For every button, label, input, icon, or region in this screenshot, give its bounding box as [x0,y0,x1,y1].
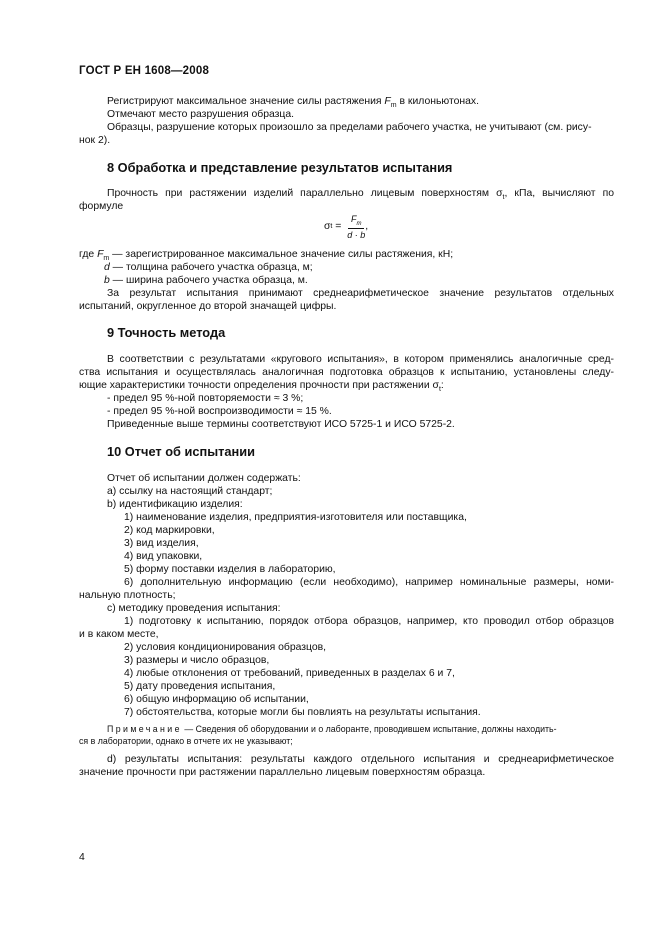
report-note-line-2: ся в лаборатории, однако в отчете их не указывают; [79,736,293,746]
report-item-b5: 5) форму поставки изделия в лабораторию, [124,564,336,575]
intro-line-4: нок 2). [79,135,111,146]
where-line-2: d — толщина рабочего участка образца, м; [104,262,313,273]
report-item-b: b) идентификацию изделия: [107,499,243,510]
report-item-d: d) результаты испытания: результаты каждого отдельного испытания и среднеарифметическое [107,754,614,765]
report-item-c7: 7) обстоятельства, которые могли бы повлиять на результаты испытания. [124,707,481,718]
report-item-c1: 1) подготовку к испытанию, порядок отбора образцов, например, кто проводил отбор образцов [124,616,614,627]
section-9-paragraph-1-line-3: ющие характеристики точности определения прочности при растяжении $\sigma_t$: [79,380,444,394]
section-8-paragraph-1: Прочность при растяжении изделий параллельно лицевым поверхностям $\sigma_t$, кПа, вычисляют по [107,188,615,202]
section-8-title: 8 Обработка и представление результатов испытания [107,160,453,175]
report-note: Примечание — Сведения об оборудовании и о лаборанте, проводившем испытание, должны находить- [107,724,557,734]
section-8-paragraph-2-line-2: испытаний, округленное до второй значащей цифры. [79,301,337,312]
note-label: Примечание [107,724,182,734]
report-item-b3: 3) вид изделия, [124,538,199,549]
section-9-paragraph-1-line-2: ства испытания и осуществлялась аналогичная подготовка образцов к испытанию, установлены следу- [79,367,614,378]
report-item-a: a) ссылку на настоящий стандарт; [107,486,273,497]
section-10-title: 10 Отчет об испытании [107,444,255,459]
report-item-c2: 2) условия кондиционирования образцов, [124,642,327,653]
report-item-d-line-2: значение прочности при растяжении параллельно лицевым поверхностям образца. [79,767,486,778]
where-line-1: где $F_m$ — зарегистрированное максимальное значение силы растяжения, кН; [79,249,454,263]
report-item-b2: 2) код маркировки, [124,525,215,536]
section-9-title: 9 Точность метода [107,325,226,340]
report-item-c: c) методику проведения испытания: [107,603,281,614]
section-8-paragraph-2: За результат испытания принимают среднеарифметическое значение результатов отдельных [107,288,614,299]
report-intro: Отчет об испытании должен содержать: [107,473,301,484]
report-item-c4: 4) любые отклонения от требований, приведенных в разделах 6 и 7, [124,668,455,679]
formula-fraction: $\frac{F_m}{d \cdot b}$ [347,214,366,240]
document-header: ГОСТ Р ЕН 1608—2008 [79,65,210,77]
strength-formula: σ t = $\frac{F_m}{d \cdot b}$ , [324,214,369,240]
precision-item-2: - предел 95 %-ной воспроизводимости ≈ 15 %. [107,406,332,417]
where-line-3: b — ширина рабочего участка образца, м. [104,275,308,286]
report-item-c3: 3) размеры и число образцов, [124,655,270,666]
precision-item-1: - предел 95 %-ной повторяемости ≈ 3 %; [107,393,304,404]
report-item-b4: 4) вид упаковки, [124,551,203,562]
intro-line-2: Отмечают место разрушения образца. [107,109,295,120]
section-9-paragraph-2: Приведенные выше термины соответствуют ИСО 5725-1 и ИСО 5725-2. [107,419,455,430]
section-9-paragraph-1: В соответствии с результатами «кругового испытания», в котором применялись аналогичные сред- [107,354,614,365]
section-8-paragraph-1-line-2: формуле [79,201,124,212]
report-item-c6: 6) общую информацию об испытании, [124,694,309,705]
intro-line-1: Регистрируют максимальное значение силы растяжения $F_m$ в килоньютонах. [107,96,479,110]
report-item-c5: 5) дату проведения испытания, [124,681,276,692]
page-number: 4 [79,852,85,863]
report-item-b6: 6) дополнительную информацию (если необходимо), например номинальные размеры, номи- [124,577,614,588]
intro-line-3: Образцы, разрушение которых произошло за пределами рабочего участка, не учитывают (см. рису- [107,122,592,133]
report-item-c1-line-2: и в каком месте, [79,629,159,640]
report-item-b1: 1) наименование изделия, предприятия-изготовителя или поставщика, [124,512,467,523]
report-item-b6-line-2: нальную плотность; [79,590,176,601]
